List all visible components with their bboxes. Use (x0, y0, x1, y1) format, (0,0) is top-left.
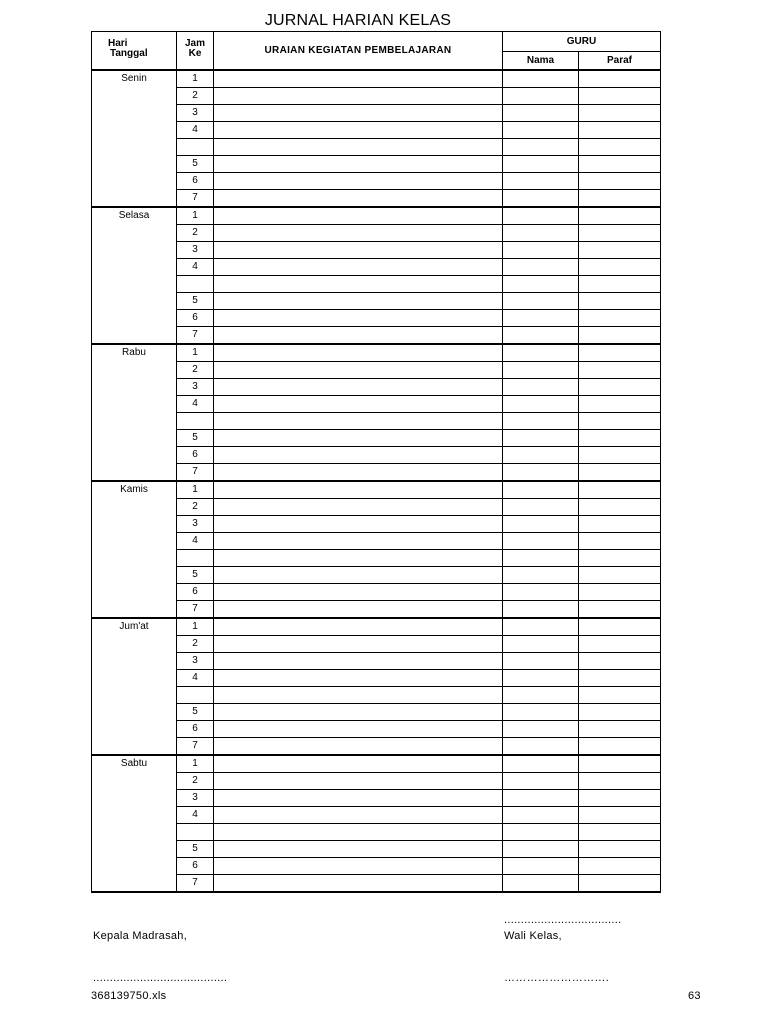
nama-cell[interactable] (503, 636, 579, 653)
paraf-cell[interactable] (579, 259, 661, 276)
table-row (92, 293, 661, 310)
header-guru: GURU (503, 32, 661, 52)
nama-cell[interactable] (503, 584, 579, 601)
uraian-cell[interactable] (214, 584, 503, 601)
uraian-cell[interactable] (214, 533, 503, 550)
table-row (92, 88, 661, 105)
jam-ke-cell: 4 (177, 670, 214, 687)
day-cell: Rabu (92, 344, 177, 481)
paraf-cell[interactable] (579, 601, 661, 619)
table-row (92, 430, 661, 447)
header-jam-ke: Jam Ke (177, 32, 214, 71)
uraian-cell[interactable] (214, 190, 503, 208)
wali-kelas-signature-dots: ………………………. (504, 972, 610, 984)
uraian-cell[interactable] (214, 88, 503, 105)
table-row (92, 464, 661, 482)
uraian-cell[interactable] (214, 173, 503, 190)
nama-cell[interactable] (503, 430, 579, 447)
nama-cell[interactable] (503, 755, 579, 773)
table-row (92, 276, 661, 293)
uraian-cell[interactable] (214, 824, 503, 841)
paraf-cell[interactable] (579, 344, 661, 362)
paraf-cell[interactable] (579, 841, 661, 858)
paraf-cell[interactable] (579, 379, 661, 396)
jam-ke-cell: 1 (177, 481, 214, 499)
day-cell: Sabtu (92, 755, 177, 892)
uraian-cell[interactable] (214, 327, 503, 345)
nama-cell[interactable] (503, 156, 579, 173)
table-row (92, 259, 661, 276)
nama-cell[interactable] (503, 327, 579, 345)
paraf-cell[interactable] (579, 738, 661, 756)
jam-ke-cell: 2 (177, 225, 214, 242)
table-row (92, 413, 661, 430)
jam-ke-cell: 4 (177, 259, 214, 276)
nama-cell[interactable] (503, 88, 579, 105)
uraian-cell[interactable] (214, 70, 503, 88)
jam-ke-cell: 1 (177, 344, 214, 362)
uraian-cell[interactable] (214, 139, 503, 156)
uraian-cell[interactable] (214, 773, 503, 790)
uraian-cell[interactable] (214, 499, 503, 516)
paraf-cell[interactable] (579, 464, 661, 482)
day-cell: Kamis (92, 481, 177, 618)
table-row (92, 362, 661, 379)
uraian-cell[interactable] (214, 618, 503, 636)
paraf-cell[interactable] (579, 327, 661, 345)
nama-cell[interactable] (503, 293, 579, 310)
jam-ke-cell: 3 (177, 790, 214, 807)
uraian-cell[interactable] (214, 687, 503, 704)
uraian-cell[interactable] (214, 636, 503, 653)
header-nama: Nama (503, 52, 579, 71)
nama-cell[interactable] (503, 379, 579, 396)
nama-cell[interactable] (503, 481, 579, 499)
nama-cell[interactable] (503, 259, 579, 276)
table-row (92, 687, 661, 704)
table-row (92, 242, 661, 259)
uraian-cell[interactable] (214, 447, 503, 464)
nama-cell[interactable] (503, 653, 579, 670)
uraian-cell[interactable] (214, 550, 503, 567)
jam-ke-cell: 2 (177, 499, 214, 516)
uraian-cell[interactable] (214, 396, 503, 413)
uraian-cell[interactable] (214, 242, 503, 259)
table-row (92, 875, 661, 893)
nama-cell[interactable] (503, 550, 579, 567)
jam-ke-cell: 6 (177, 447, 214, 464)
jam-ke-cell: 5 (177, 430, 214, 447)
nama-cell[interactable] (503, 601, 579, 619)
nama-cell[interactable] (503, 413, 579, 430)
table-row (92, 755, 661, 773)
jam-ke-cell: 3 (177, 516, 214, 533)
nama-cell[interactable] (503, 841, 579, 858)
paraf-cell[interactable] (579, 653, 661, 670)
jam-ke-cell (177, 550, 214, 567)
uraian-cell[interactable] (214, 738, 503, 756)
paraf-cell[interactable] (579, 584, 661, 601)
nama-cell[interactable] (503, 516, 579, 533)
paraf-cell[interactable] (579, 396, 661, 413)
header-paraf: Paraf (579, 52, 661, 71)
nama-cell[interactable] (503, 704, 579, 721)
file-name: 368139750.xls (91, 990, 167, 1002)
jam-ke-cell: 5 (177, 156, 214, 173)
table-row (92, 499, 661, 516)
jam-ke-cell: 7 (177, 327, 214, 345)
jam-ke-cell (177, 824, 214, 841)
table-row (92, 773, 661, 790)
nama-cell[interactable] (503, 670, 579, 687)
uraian-cell[interactable] (214, 362, 503, 379)
paraf-cell[interactable] (579, 156, 661, 173)
uraian-cell[interactable] (214, 293, 503, 310)
paraf-cell[interactable] (579, 105, 661, 122)
nama-cell[interactable] (503, 447, 579, 464)
paraf-cell[interactable] (579, 481, 661, 499)
uraian-cell[interactable] (214, 841, 503, 858)
table-row (92, 790, 661, 807)
table-row (92, 721, 661, 738)
jam-ke-cell: 2 (177, 636, 214, 653)
table-row (92, 70, 661, 88)
jam-ke-cell: 4 (177, 122, 214, 139)
uraian-cell[interactable] (214, 413, 503, 430)
paraf-cell[interactable] (579, 618, 661, 636)
uraian-cell[interactable] (214, 875, 503, 893)
paraf-cell[interactable] (579, 310, 661, 327)
paraf-cell[interactable] (579, 362, 661, 379)
uraian-cell[interactable] (214, 755, 503, 773)
day-cell: Jum'at (92, 618, 177, 755)
jam-ke-cell: 6 (177, 584, 214, 601)
table-row (92, 670, 661, 687)
uraian-cell[interactable] (214, 858, 503, 875)
paraf-cell[interactable] (579, 447, 661, 464)
table-row (92, 139, 661, 156)
uraian-cell[interactable] (214, 122, 503, 139)
table-row (92, 344, 661, 362)
table-row (92, 567, 661, 584)
jam-ke-cell (177, 687, 214, 704)
jam-ke-cell: 5 (177, 293, 214, 310)
nama-cell[interactable] (503, 190, 579, 208)
table-row (92, 173, 661, 190)
uraian-cell[interactable] (214, 704, 503, 721)
paraf-cell[interactable] (579, 533, 661, 550)
paraf-cell[interactable] (579, 293, 661, 310)
uraian-cell[interactable] (214, 721, 503, 738)
uraian-cell[interactable] (214, 225, 503, 242)
uraian-cell[interactable] (214, 276, 503, 293)
uraian-cell[interactable] (214, 567, 503, 584)
nama-cell[interactable] (503, 70, 579, 88)
day-cell: Selasa (92, 207, 177, 344)
paraf-cell[interactable] (579, 207, 661, 225)
table-row (92, 156, 661, 173)
table-row (92, 807, 661, 824)
paraf-cell[interactable] (579, 70, 661, 88)
table-row (92, 584, 661, 601)
paraf-cell[interactable] (579, 773, 661, 790)
uraian-cell[interactable] (214, 670, 503, 687)
jam-ke-cell: 2 (177, 88, 214, 105)
table-row (92, 533, 661, 550)
nama-cell[interactable] (503, 225, 579, 242)
table-row (92, 653, 661, 670)
paraf-cell[interactable] (579, 721, 661, 738)
table-row (92, 327, 661, 345)
jam-ke-cell: 3 (177, 653, 214, 670)
table-row (92, 207, 661, 225)
page-title: JURNAL HARIAN KELAS (264, 12, 452, 29)
jam-ke-cell (177, 139, 214, 156)
paraf-cell[interactable] (579, 875, 661, 893)
wali-kelas-label: Wali Kelas, (504, 930, 562, 942)
paraf-cell[interactable] (579, 550, 661, 567)
nama-cell[interactable] (503, 533, 579, 550)
paraf-cell[interactable] (579, 190, 661, 208)
nama-cell[interactable] (503, 396, 579, 413)
uraian-cell[interactable] (214, 601, 503, 619)
uraian-cell[interactable] (214, 430, 503, 447)
journal-body (92, 70, 661, 892)
day-cell: Senin (92, 70, 177, 207)
paraf-cell[interactable] (579, 225, 661, 242)
paraf-cell[interactable] (579, 516, 661, 533)
uraian-cell[interactable] (214, 379, 503, 396)
nama-cell[interactable] (503, 310, 579, 327)
paraf-cell[interactable] (579, 499, 661, 516)
jam-ke-cell: 1 (177, 70, 214, 88)
table-row (92, 841, 661, 858)
header-hari-tanggal: Hari Tanggal (92, 32, 177, 71)
nama-cell[interactable] (503, 464, 579, 482)
nama-cell[interactable] (503, 687, 579, 704)
table-row (92, 738, 661, 756)
table-row (92, 550, 661, 567)
nama-cell[interactable] (503, 858, 579, 875)
nama-cell[interactable] (503, 362, 579, 379)
nama-cell[interactable] (503, 173, 579, 190)
jam-ke-cell: 4 (177, 396, 214, 413)
nama-cell[interactable] (503, 344, 579, 362)
paraf-cell[interactable] (579, 567, 661, 584)
nama-cell[interactable] (503, 738, 579, 756)
jam-ke-cell: 7 (177, 464, 214, 482)
table-row (92, 379, 661, 396)
jam-ke-cell: 3 (177, 242, 214, 259)
jam-ke-cell: 7 (177, 601, 214, 619)
paraf-cell[interactable] (579, 824, 661, 841)
paraf-cell[interactable] (579, 173, 661, 190)
uraian-cell[interactable] (214, 653, 503, 670)
paraf-cell[interactable] (579, 413, 661, 430)
paraf-cell[interactable] (579, 755, 661, 773)
jam-ke-cell: 6 (177, 173, 214, 190)
table-row (92, 858, 661, 875)
jam-ke-cell: 7 (177, 738, 214, 756)
paraf-cell[interactable] (579, 858, 661, 875)
nama-cell[interactable] (503, 618, 579, 636)
table-row (92, 636, 661, 653)
table-row (92, 704, 661, 721)
jam-ke-cell: 7 (177, 875, 214, 893)
kepala-madrasah-signature-dots: ........................................ (93, 972, 228, 984)
jam-ke-cell: 6 (177, 310, 214, 327)
jam-ke-cell: 6 (177, 721, 214, 738)
nama-cell[interactable] (503, 276, 579, 293)
table-row (92, 122, 661, 139)
paraf-cell[interactable] (579, 636, 661, 653)
paraf-cell[interactable] (579, 807, 661, 824)
table-row (92, 396, 661, 413)
jam-ke-cell (177, 276, 214, 293)
table-row (92, 481, 661, 499)
nama-cell[interactable] (503, 122, 579, 139)
paraf-cell[interactable] (579, 430, 661, 447)
table-row (92, 225, 661, 242)
nama-cell[interactable] (503, 807, 579, 824)
jam-ke-cell: 1 (177, 207, 214, 225)
uraian-cell[interactable] (214, 481, 503, 499)
nama-cell[interactable] (503, 790, 579, 807)
jam-ke-cell: 5 (177, 841, 214, 858)
uraian-cell[interactable] (214, 807, 503, 824)
paraf-cell[interactable] (579, 704, 661, 721)
jam-ke-cell: 3 (177, 379, 214, 396)
paraf-cell[interactable] (579, 88, 661, 105)
jam-ke-cell: 7 (177, 190, 214, 208)
paraf-cell[interactable] (579, 790, 661, 807)
nama-cell[interactable] (503, 242, 579, 259)
nama-cell[interactable] (503, 824, 579, 841)
jam-ke-cell: 1 (177, 618, 214, 636)
nama-cell[interactable] (503, 567, 579, 584)
uraian-cell[interactable] (214, 344, 503, 362)
table-row (92, 824, 661, 841)
table-row (92, 105, 661, 122)
paraf-cell[interactable] (579, 242, 661, 259)
page-number: 63 (688, 990, 701, 1002)
table-row (92, 516, 661, 533)
paraf-cell[interactable] (579, 276, 661, 293)
journal-table (91, 31, 661, 893)
paraf-cell[interactable] (579, 670, 661, 687)
nama-cell[interactable] (503, 875, 579, 893)
paraf-cell[interactable] (579, 122, 661, 139)
table-row (92, 447, 661, 464)
nama-cell[interactable] (503, 721, 579, 738)
header-uraian: URAIAN KEGIATAN PEMBELAJARAN (214, 32, 503, 71)
uraian-cell[interactable] (214, 156, 503, 173)
nama-cell[interactable] (503, 773, 579, 790)
uraian-cell[interactable] (214, 105, 503, 122)
jam-ke-cell: 1 (177, 755, 214, 773)
jam-ke-cell: 3 (177, 105, 214, 122)
wali-kelas-dots-top: ................................... (504, 914, 622, 926)
kepala-madrasah-label: Kepala Madrasah, (93, 930, 188, 942)
paraf-cell[interactable] (579, 139, 661, 156)
uraian-cell[interactable] (214, 464, 503, 482)
jam-ke-cell: 4 (177, 807, 214, 824)
jam-ke-cell: 2 (177, 773, 214, 790)
table-row (92, 618, 661, 636)
nama-cell[interactable] (503, 139, 579, 156)
jam-ke-cell: 5 (177, 567, 214, 584)
uraian-cell[interactable] (214, 207, 503, 225)
table-row (92, 190, 661, 208)
jam-ke-cell (177, 413, 214, 430)
jam-ke-cell: 6 (177, 858, 214, 875)
paraf-cell[interactable] (579, 687, 661, 704)
nama-cell[interactable] (503, 207, 579, 225)
table-row (92, 601, 661, 619)
jam-ke-cell: 4 (177, 533, 214, 550)
uraian-cell[interactable] (214, 790, 503, 807)
uraian-cell[interactable] (214, 259, 503, 276)
nama-cell[interactable] (503, 499, 579, 516)
table-row (92, 310, 661, 327)
jam-ke-cell: 2 (177, 362, 214, 379)
uraian-cell[interactable] (214, 310, 503, 327)
uraian-cell[interactable] (214, 516, 503, 533)
jam-ke-cell: 5 (177, 704, 214, 721)
nama-cell[interactable] (503, 105, 579, 122)
